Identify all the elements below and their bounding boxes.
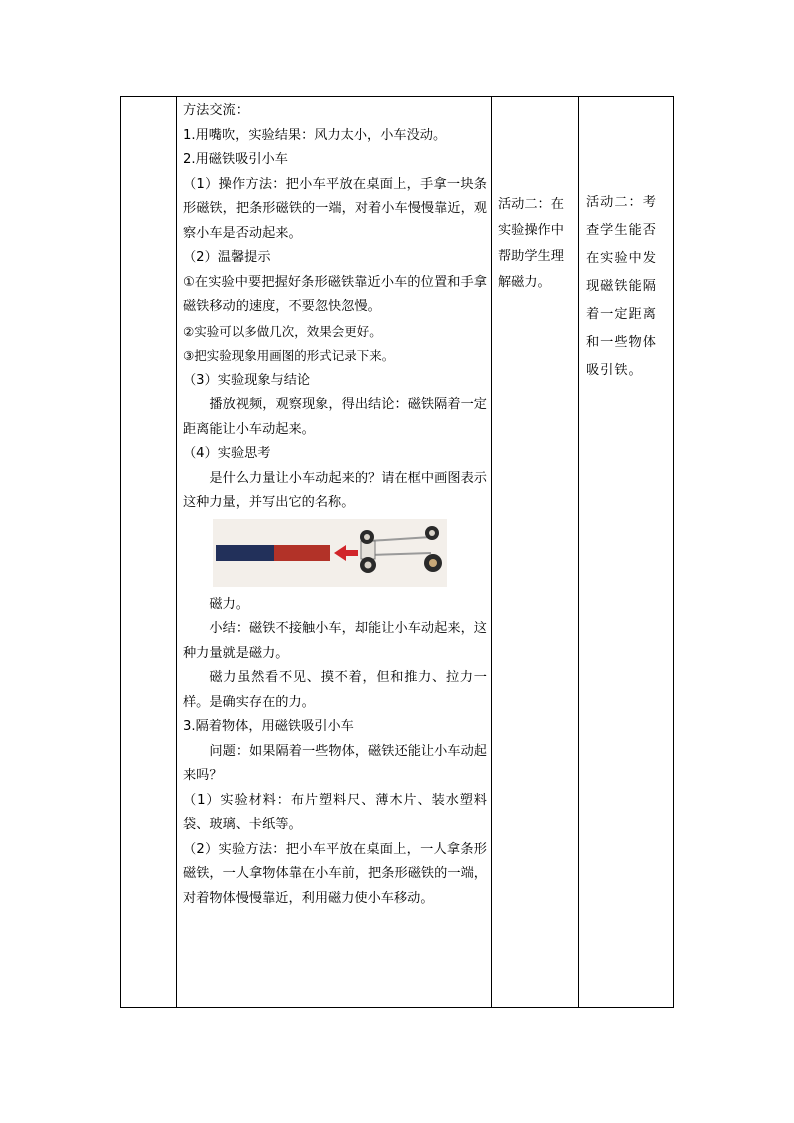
method-title: 方法交流：: [183, 103, 249, 118]
magnet-north-pole: [216, 545, 274, 561]
summary-text: 小结：磁铁不接触小车，却能让小车动起来，这种力量就是磁力。: [183, 621, 487, 661]
magnet-car-image: [213, 519, 447, 587]
magnet-south-pole: [274, 545, 330, 561]
student-activity-cell: [492, 97, 578, 1007]
design-intent-cell: [579, 97, 675, 1007]
lesson-table: [120, 96, 674, 1008]
step-3-materials: （1）实验材料：布片塑料尺、薄木片、装水塑料袋、玻璃、卡纸等。: [183, 792, 487, 832]
empty-cell: [121, 97, 176, 1007]
magnet-car-figure: [183, 519, 487, 591]
step-3-question: 问题：如果隔着一些物体，磁铁还能让小车动起来吗？: [183, 743, 487, 783]
intent-text: 活动二：考查学生能否在实验中发现磁铁能隔着一定距离和一些物体吸引铁。: [586, 195, 657, 378]
teaching-process-cell: [177, 97, 491, 1007]
step-2-tip-2: ②实验可以多做几次，效果会更好。: [183, 323, 382, 339]
step-2-title: 2.用磁铁吸引小车: [183, 152, 288, 167]
step-2-operation: （1）操作方法：把小车平放在桌面上，手拿一块条形磁铁，把条形磁铁的一端，对着小车慢慢靠近，观察小车是否动起来。: [183, 176, 487, 241]
step-2-thinking-title: （4）实验思考: [183, 446, 271, 461]
step-2-tip-3: ③把实验现象用画图的形式记录下来。: [183, 348, 395, 363]
step-2-tips-title: （2）温馨提示: [183, 250, 271, 265]
step-2-phenomenon-title: （3）实验现象与结论: [183, 372, 311, 388]
activity-text: 活动二：在实验操作中帮助学生理解磁力。: [498, 197, 564, 290]
step-3-title: 3.隔着物体，用磁铁吸引小车: [183, 719, 354, 734]
summary-text-2: 磁力虽然看不见、摸不着，但和推力、拉力一样。是确实存在的力。: [183, 670, 487, 710]
step-2-phenomenon-text: 播放视频，观察现象，得出结论：磁铁隔着一定距离能让小车动起来。: [183, 397, 487, 437]
step-2-thinking-text: 是什么力量让小车动起来的？请在框中画图表示这种力量，并写出它的名称。: [183, 470, 487, 510]
step-2-tip-1: ①在实验中要把握好条形磁铁靠近小车的位置和手拿磁铁移动的速度，不要忽快忽慢。: [183, 274, 487, 314]
step-3-method: （2）实验方法：把小车平放在桌面上，一人拿条形磁铁，一人拿物体靠在小车前，把条形磁铁的一端，对着物体慢慢靠近，利用磁力使小车移动。: [183, 841, 487, 906]
answer-magnetic-force: 磁力。: [209, 596, 249, 612]
step-1: 1.用嘴吹，实验结果：风力太小，小车没动。: [183, 127, 447, 143]
